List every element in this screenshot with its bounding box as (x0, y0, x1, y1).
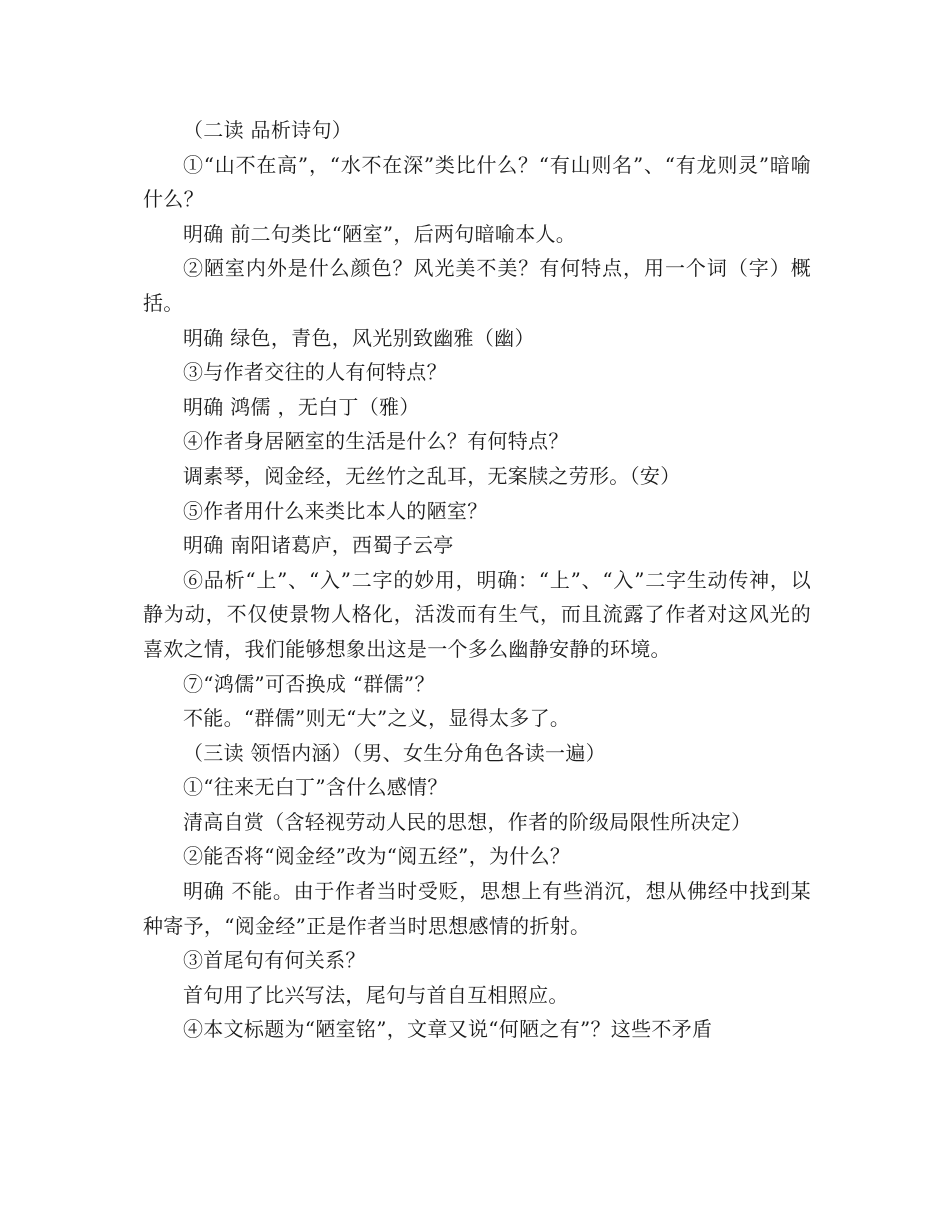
question-2: ②陋室内外是什么颜色？风光美不美？有何特点，用一个词（字）概括。 (143, 256, 811, 315)
question-4: ④作者身居陋室的生活是什么？有何特点？ (183, 429, 569, 454)
question-10: ③首尾句有何关系？ (183, 948, 366, 973)
section-heading-second-reading: （二读 品析诗句） (183, 118, 353, 142)
question-6: ⑥品析“上”、“入”二字的妙用，明确：“上”、“入”二字生动传神，以静为动，不仅使景物人格化，活泼而有生气，而且流露了作者对这风光的喜欢之情，我们能够想象出这是一个多么幽静安静的环境。 (143, 567, 811, 661)
answer-2: 明确 绿色，青色，风光别致幽雅（幽） (183, 325, 535, 350)
question-9: ②能否将“阅金经”改为“阅五经”，为什么？ (183, 844, 571, 869)
question-3: ③与作者交往的人有何特点？ (183, 360, 447, 385)
question-5: ⑤作者用什么来类比本人的陋室？ (183, 498, 488, 523)
section-heading-third-reading: （三读 领悟内涵）（男、女生分角色各读一遍） (183, 740, 606, 765)
question-7: ⑦“鸿儒”可否换成 “群儒”？ (183, 671, 435, 696)
answer-8: 清高自赏（含轻视劳动人民的思想，作者的阶级局限性所决定） (183, 809, 752, 834)
answer-1: 明确 前二句类比“陋室”，后两句暗喻本人。 (183, 221, 577, 246)
answer-5: 明确 南阳诸葛庐，西蜀子云亭 (183, 533, 454, 558)
answer-10: 首句用了比兴写法，尾句与首自互相照应。 (183, 982, 569, 1007)
question-1: ①“山不在高”，“水不在深”类比什么？“有山则名”、“有龙则灵”暗喻什么？ (143, 152, 811, 212)
document-body (143, 113, 811, 1047)
question-11: ④本文标题为“陋室铭”，文章又说“何陋之有”？这些不矛盾 (183, 1017, 713, 1042)
answer-7: 不能。“群儒”则无“大”之义，显得太多了。 (183, 706, 571, 731)
answer-9: 明确 不能。由于作者当时受贬，思想上有些消沉，想从佛经中找到某种寄予，“阅金经”正是作者当时思想感情的折射。 (143, 879, 811, 938)
question-8: ①“往来无白丁”含什么感情？ (183, 775, 448, 800)
answer-3: 明确 鸿儒 ，无白丁（雅） (183, 394, 420, 419)
answer-4: 调素琴，阅金经，无丝竹之乱耳，无案牍之劳形。（安） (183, 463, 681, 488)
